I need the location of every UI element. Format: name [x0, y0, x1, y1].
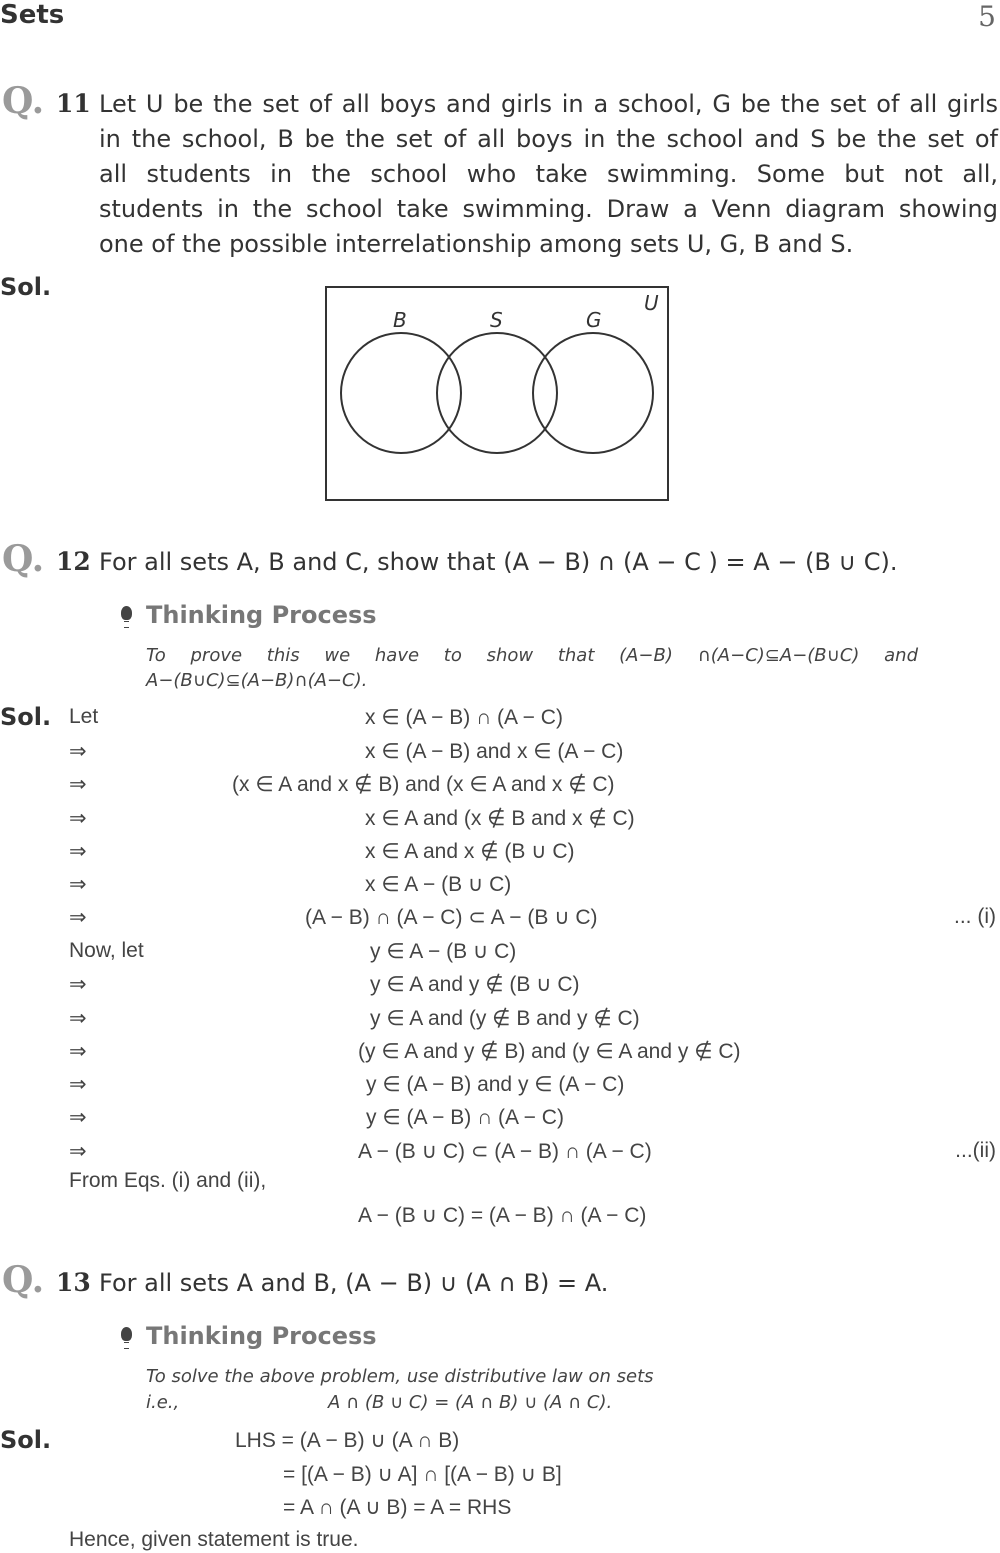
- thinking-process-title: Thinking Process: [146, 601, 377, 629]
- question-line: Let U be the set of all boys and girls in a school, G be the set of all girls: [99, 90, 998, 118]
- question-line: one of the possible interrelationship among sets U, G, B and S.: [99, 230, 854, 258]
- thinking-process-title: Thinking Process: [146, 1322, 377, 1350]
- step-expression: y ∈ A and y ∉ (B ∪ C): [370, 973, 580, 996]
- step-connector: ⇒: [69, 773, 87, 796]
- question-line: in the school, B be the set of all boys in the school and S be the set of: [99, 125, 998, 153]
- lightbulb-icon: [121, 1327, 132, 1341]
- step-expression: (y ∈ A and y ∉ B) and (y ∈ A and y ∉ C): [358, 1040, 741, 1063]
- step-expression: x ∈ A and (x ∉ B and x ∉ C): [365, 807, 635, 830]
- step-connector: ⇒: [69, 1140, 87, 1163]
- step-connector: ⇒: [69, 1007, 87, 1030]
- step-expression: y ∈ A and (y ∉ B and y ∉ C): [370, 1007, 640, 1030]
- step-connector: ⇒: [69, 840, 87, 863]
- conclusion: Hence, given statement is true.: [69, 1528, 359, 1551]
- question-mark: Q.: [2, 538, 45, 580]
- equation-tag: ... (i): [954, 905, 996, 928]
- thinking-formula: A ∩ (B ∪ C) = (A ∩ B) ∪ (A ∩ C).: [328, 1392, 613, 1413]
- step-expression: y ∈ (A − B) ∩ (A − C): [366, 1106, 564, 1129]
- solution-label: Sol.: [0, 1426, 52, 1454]
- venn-label-s: S: [490, 308, 503, 332]
- question-line: all students in the school who take swimming. Some but not all,: [99, 160, 998, 188]
- solution-label: Sol.: [0, 273, 52, 301]
- set-b-circle: [341, 333, 461, 453]
- step-connector: From Eqs. (i) and (ii),: [69, 1169, 267, 1192]
- question-mark: Q.: [2, 1259, 45, 1301]
- step-connector: Now, let: [69, 939, 144, 962]
- thinking-ie: i.e.,: [146, 1392, 180, 1413]
- step-connector: ⇒: [69, 1073, 87, 1096]
- solution-line: LHS = (A − B) ∪ (A ∩ B): [235, 1429, 460, 1452]
- equation-tag: ...(ii): [955, 1139, 996, 1162]
- step-connector: ⇒: [69, 1040, 87, 1063]
- set-g-circle: [533, 333, 653, 453]
- step-expression: (x ∈ A and x ∉ B) and (x ∈ A and x ∉ C): [232, 773, 615, 796]
- lightbulb-base-icon: [124, 621, 129, 628]
- venn-label-g: G: [586, 308, 602, 332]
- solution-label: Sol.: [0, 703, 52, 731]
- step-expression: x ∈ (A − B) ∩ (A − C): [365, 706, 563, 729]
- step-expression: A − (B ∪ C) ⊂ (A − B) ∩ (A − C): [358, 1140, 652, 1163]
- solution-line: = A ∩ (A ∪ B) = A = RHS: [283, 1496, 512, 1519]
- set-s-circle: [437, 333, 557, 453]
- thinking-text: A−(B∪C)⊆(A−B)∩(A−C).: [146, 670, 368, 691]
- step-expression: (A − B) ∩ (A − C) ⊂ A − (B ∪ C): [305, 906, 598, 929]
- thinking-text: To solve the above problem, use distributive law on sets: [146, 1366, 654, 1387]
- page-number: 5: [978, 0, 996, 33]
- venn-diagram: [0, 0, 1000, 520]
- thinking-text: To prove this we have to show that (A−B) ∩(A−C)⊆A−(B∪C) and: [146, 645, 918, 666]
- question-mark: Q.: [2, 80, 45, 122]
- step-expression: x ∈ A − (B ∪ C): [365, 873, 512, 896]
- step-connector: ⇒: [69, 740, 87, 763]
- question-number: 11: [56, 89, 91, 118]
- step-connector: ⇒: [69, 973, 87, 996]
- step-expression: y ∈ A − (B ∪ C): [370, 940, 517, 963]
- step-expression: y ∈ (A − B) and y ∈ (A − C): [366, 1073, 625, 1096]
- question-line: students in the school take swimming. Draw a Venn diagram showing: [99, 195, 998, 223]
- step-connector: ⇒: [69, 807, 87, 830]
- step-expression: A − (B ∪ C) = (A − B) ∩ (A − C): [358, 1204, 647, 1227]
- question-text: For all sets A and B, (A − B) ∪ (A ∩ B) = A.: [99, 1269, 609, 1297]
- step-expression: x ∈ (A − B) and x ∈ (A − C): [365, 740, 624, 763]
- solution-line: = [(A − B) ∪ A] ∩ [(A − B) ∪ B]: [283, 1463, 562, 1486]
- step-connector: Let: [69, 705, 99, 728]
- venn-label-b: B: [393, 308, 407, 332]
- question-number: 13: [56, 1268, 91, 1297]
- venn-label-universe: U: [644, 291, 659, 315]
- question-text: For all sets A, B and C, show that (A − B) ∩ (A − C ) = A − (B ∪ C).: [99, 548, 898, 576]
- step-connector: ⇒: [69, 1106, 87, 1129]
- step-connector: ⇒: [69, 906, 87, 929]
- lightbulb-icon: [121, 606, 132, 620]
- lightbulb-base-icon: [124, 1342, 129, 1349]
- chapter-title: Sets: [0, 0, 65, 30]
- step-expression: x ∈ A and x ∉ (B ∪ C): [365, 840, 575, 863]
- question-number: 12: [56, 547, 91, 576]
- step-connector: ⇒: [69, 873, 87, 896]
